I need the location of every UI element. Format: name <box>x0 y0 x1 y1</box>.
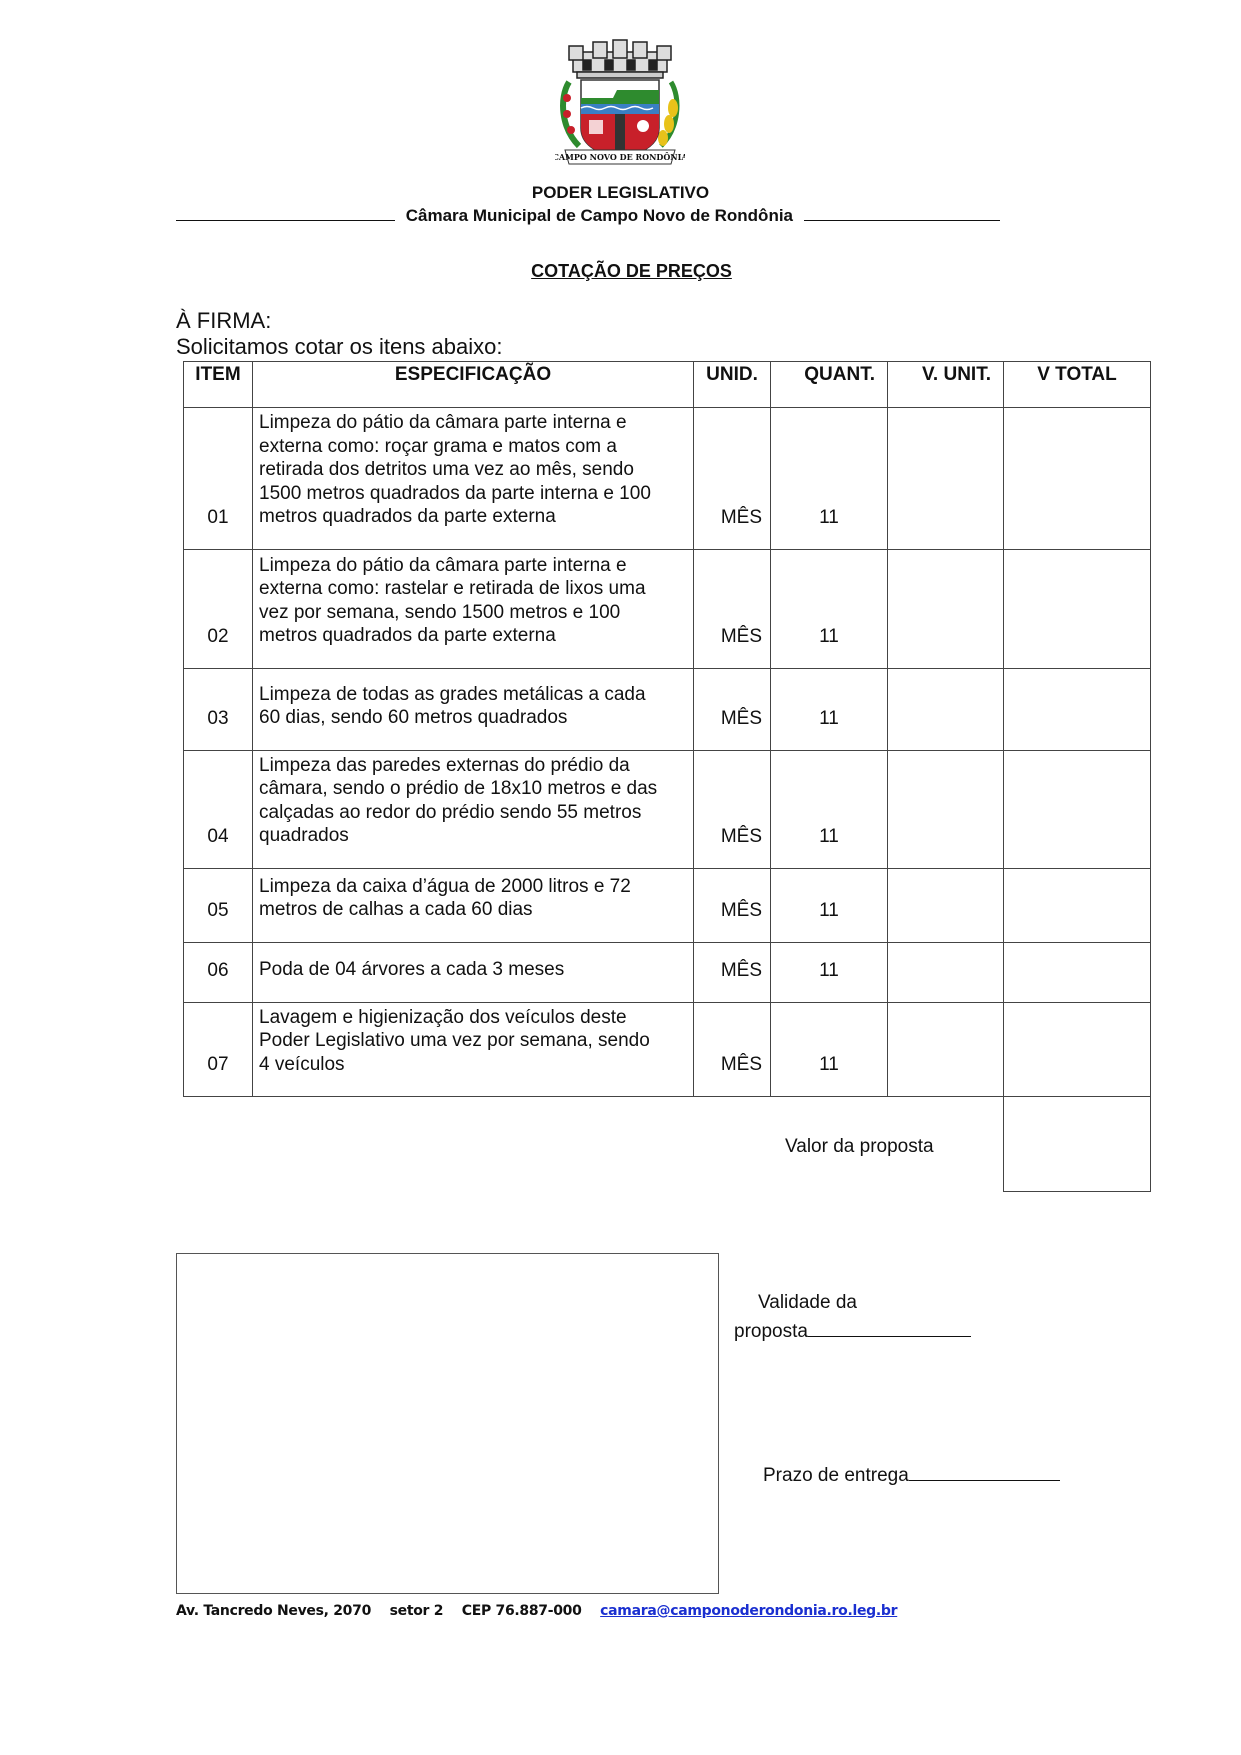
cell-item: 05 <box>184 868 253 942</box>
table-row <box>184 549 1151 668</box>
spec-line: quadrados <box>259 825 349 846</box>
spec-line: retirada dos detritos uma vez ao mês, sendo <box>259 459 634 480</box>
document-title-text: COTAÇÃO DE PREÇOS <box>531 261 732 281</box>
spec-line: 1500 metros quadrados da parte interna e 100 <box>259 482 651 504</box>
spec-line: 4 veículos <box>259 1053 345 1075</box>
spec-line: metros quadrados da parte externa <box>259 506 556 527</box>
spec-line: externa como: rastelar e retirada de lixos uma <box>259 578 646 599</box>
cell-unit: MÊS <box>694 750 771 868</box>
spec-line: câmara, sendo o prédio de 18x10 metros e das <box>259 778 658 799</box>
table-row <box>184 750 1151 868</box>
cell-qty: 11 <box>771 668 888 750</box>
cell-item: 04 <box>184 750 253 868</box>
footer-sector: setor 2 <box>389 1603 444 1619</box>
table-row <box>184 868 1151 942</box>
table-header-row <box>184 362 1151 408</box>
spec-line: metros quadrados da parte externa <box>259 625 556 646</box>
cell-qty: 11 <box>771 750 888 868</box>
request-text: Solicitamos cotar os itens abaixo: <box>176 334 503 359</box>
cell-vunit-input[interactable] <box>888 1002 1004 1097</box>
spec-line: Poda de 04 árvores a cada 3 meses <box>259 959 565 980</box>
col-header-unit: UNID. <box>694 362 771 408</box>
cell-vtotal-input[interactable] <box>1004 942 1151 1002</box>
crest-motto: CAMPO NOVO DE RONDÔNIA <box>555 152 685 162</box>
mural-crown <box>569 40 671 78</box>
cell-vunit-input[interactable] <box>888 750 1004 868</box>
spec-line: 60 dias, sendo 60 metros quadrados <box>259 707 568 728</box>
table-row <box>184 942 1151 1002</box>
col-header-item: ITEM <box>184 362 253 408</box>
validade-label-line1: Validade da <box>758 1292 857 1313</box>
cell-vtotal-input[interactable] <box>1004 668 1151 750</box>
cell-vtotal-input[interactable] <box>1004 868 1151 942</box>
cell-spec <box>253 668 694 750</box>
footer-street: Av. Tancredo Neves, 2070 <box>176 1603 372 1619</box>
stamp-signature-box[interactable] <box>176 1253 719 1594</box>
cell-vtotal-input[interactable] <box>1004 549 1151 668</box>
validade-blank[interactable] <box>808 1322 971 1337</box>
spec-line: Poder Legislativo uma vez por semana, sendo <box>259 1030 650 1051</box>
cell-spec <box>253 942 694 1002</box>
cell-spec <box>253 750 694 868</box>
proposal-total-box[interactable] <box>1003 1094 1151 1192</box>
cell-spec <box>253 868 694 942</box>
validade-field[interactable] <box>734 1321 971 1343</box>
cell-spec <box>253 408 694 550</box>
cell-item: 06 <box>184 942 253 1002</box>
spec-line: Limpeza do pátio da câmara parte interna e <box>259 554 627 576</box>
col-header-spec: ESPECIFICAÇÃO <box>253 362 694 408</box>
cell-item: 03 <box>184 668 253 750</box>
cell-vunit-input[interactable] <box>888 668 1004 750</box>
footer-email-link[interactable]: camara@camponoderondonia.ro.leg.br <box>600 1603 898 1619</box>
spec-line: Limpeza da caixa d’água de 2000 litros e 72 <box>259 875 631 897</box>
spec-line: Limpeza do pátio da câmara parte interna e <box>259 412 627 433</box>
spec-line: Limpeza de todas as grades metálicas a cada <box>259 683 646 705</box>
spec-line: metros de calhas a cada 60 dias <box>259 899 533 920</box>
prazo-label: Prazo de entrega <box>763 1465 909 1486</box>
validade-label-line2: proposta <box>734 1321 808 1342</box>
cell-vtotal-input[interactable] <box>1004 408 1151 550</box>
header-camara-line <box>176 204 1000 226</box>
col-header-qty: QUANT. <box>771 362 888 408</box>
firma-label: À FIRMA: <box>176 308 272 333</box>
cell-qty: 11 <box>771 1002 888 1097</box>
coat-of-arms-icon <box>555 38 685 168</box>
header-rule-left <box>176 204 395 221</box>
spec-line: Limpeza das paredes externas do prédio da <box>259 754 630 776</box>
cell-qty: 11 <box>771 868 888 942</box>
cell-unit: MÊS <box>694 868 771 942</box>
cell-qty: 11 <box>771 549 888 668</box>
cell-unit: MÊS <box>694 942 771 1002</box>
cell-item: 07 <box>184 1002 253 1097</box>
cell-qty: 11 <box>771 942 888 1002</box>
cell-unit: MÊS <box>694 549 771 668</box>
header-camara-name: Câmara Municipal de Campo Novo de Rondônia <box>405 206 794 225</box>
cell-unit: MÊS <box>694 408 771 550</box>
cell-vunit-input[interactable] <box>888 549 1004 668</box>
cell-vunit-input[interactable] <box>888 942 1004 1002</box>
cell-qty: 11 <box>771 408 888 550</box>
footer-cep: CEP 76.887-000 <box>461 1603 582 1619</box>
cell-item: 01 <box>184 408 253 550</box>
cell-vtotal-input[interactable] <box>1004 750 1151 868</box>
cell-unit: MÊS <box>694 1002 771 1097</box>
prazo-field[interactable] <box>763 1465 1060 1487</box>
cell-item: 02 <box>184 549 253 668</box>
cell-vunit-input[interactable] <box>888 408 1004 550</box>
cell-spec <box>253 1002 694 1097</box>
document-title <box>0 261 1241 282</box>
table-row <box>184 668 1151 750</box>
header-rule-right <box>804 204 1000 221</box>
spec-line: calçadas ao redor do prédio sendo 55 metros <box>259 801 642 823</box>
proposal-total-label: Valor da proposta <box>785 1136 934 1157</box>
cell-vunit-input[interactable] <box>888 868 1004 942</box>
table-row <box>184 408 1151 550</box>
cell-vtotal-input[interactable] <box>1004 1002 1151 1097</box>
spec-line: vez por semana, sendo 1500 metros e 100 <box>259 601 621 623</box>
spec-line: Lavagem e higienização dos veículos deste <box>259 1006 627 1028</box>
cell-spec <box>253 549 694 668</box>
col-header-vtotal: V TOTAL <box>1004 362 1151 408</box>
footer-address <box>176 1603 897 1619</box>
prazo-blank[interactable] <box>909 1466 1060 1481</box>
col-header-vunit: V. UNIT. <box>888 362 1004 408</box>
quotation-table <box>183 361 1151 1097</box>
table-row <box>184 1002 1151 1097</box>
spec-line: externa como: roçar grama e matos com a <box>259 435 617 457</box>
cell-unit: MÊS <box>694 668 771 750</box>
header-poder-legislativo: PODER LEGISLATIVO <box>531 183 710 202</box>
